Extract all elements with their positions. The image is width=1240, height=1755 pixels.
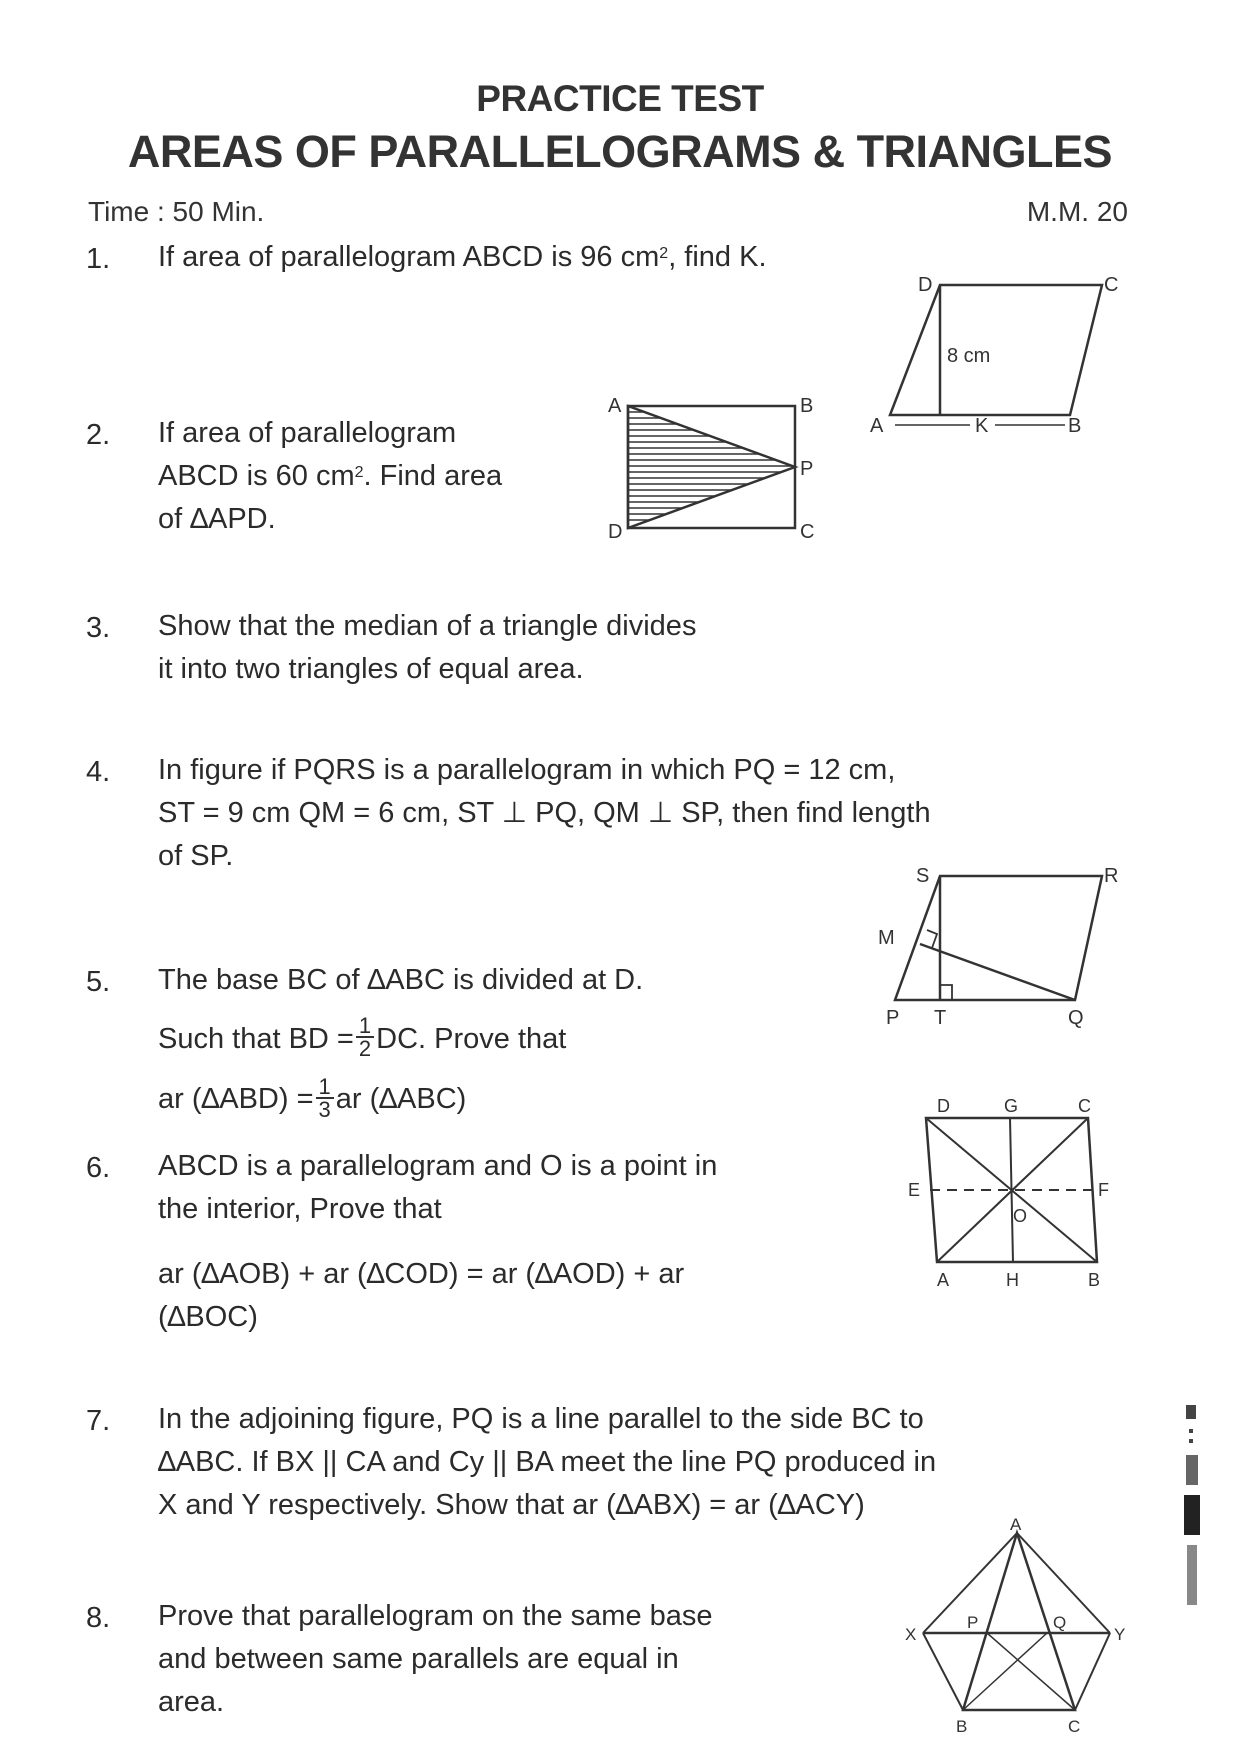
q6-line-3: ar (∆AOB) + ar (∆COD) = ar (∆AOD) + ar [158,1258,685,1290]
q2-superscript: 2 [354,464,364,481]
q2-label-c: C [800,521,815,543]
q7-label-x: X [905,1625,917,1644]
q7-label-p: P [967,1613,979,1632]
q1-superscript: 2 [659,245,669,262]
q4-label-q: Q [1068,1007,1084,1029]
q2-label-b: B [800,395,814,417]
q7-label-q: Q [1053,1613,1067,1632]
q6-line-1: ABCD is a parallelogram and O is a point in [158,1150,718,1182]
q3-line-2: it into two triangles of equal area. [158,653,584,685]
q5-frac1-denominator: 2 [358,1036,372,1062]
q4-label-p: P [886,1007,900,1029]
q5-frac2-numerator: 1 [316,1076,334,1099]
q7-label-c: C [1068,1717,1081,1736]
q6-label-h: H [1006,1270,1019,1290]
q2-line-2-b: . Find area [363,460,503,492]
q1-label-b: B [1068,415,1082,437]
question-8-text [158,1595,713,1724]
q7-label-b: B [956,1717,968,1736]
q6-line-2: the interior, Prove that [158,1193,442,1225]
question-3-number: 3. [86,612,111,644]
q5-line-2-a: Such that BD = [158,1023,354,1055]
q4-label-s: S [916,865,930,887]
q7-line-3: X and Y respectively. Show that ar (∆ABX) = ar (∆ACY) [158,1489,865,1521]
q1-text-b: , find K. [668,241,767,273]
q1-label-a: A [870,415,884,437]
q6-line-4: (∆BOC) [158,1301,258,1333]
q6-label-c: C [1078,1096,1091,1116]
q4-line-1: In figure if PQRS is a parallelogram in which PQ = 12 cm, [158,754,896,786]
q5-line-3-a: ar (∆ABD) = [158,1083,314,1116]
q5-frac1-numerator: 1 [356,1015,374,1038]
max-marks: M.M. 20 [1026,196,1128,227]
publisher-imprint-mark [1180,1395,1204,1645]
q4-label-r: R [1104,865,1119,887]
q1-height-label: 8 cm [947,345,991,367]
question-6-number: 6. [86,1152,111,1184]
q5-frac2-denominator: 3 [318,1096,331,1122]
q1-text-a: If area of parallelogram ABCD is 96 cm [158,241,660,273]
q5-line-2-b: DC. Prove that [376,1023,567,1055]
q1-label-d: D [918,274,933,296]
q2-label-a: A [608,395,622,417]
q7-label-y: Y [1114,1625,1126,1644]
q2-label-d: D [608,521,623,543]
q6-label-o: O [1013,1206,1028,1226]
practice-test-label: PRACTICE TEST [476,78,764,119]
question-2-number: 2. [86,419,111,451]
question-5-number: 5. [86,966,111,998]
q6-label-e: E [908,1180,921,1200]
q1-label-c: C [1104,274,1119,296]
q8-line-1: Prove that parallelogram on the same base [158,1600,713,1632]
q4-label-m: M [878,927,895,949]
q2-line-1: If area of parallelogram [158,417,457,449]
q5-line-3-b: ar (∆ABC) [335,1083,467,1116]
q8-line-3: area. [158,1686,225,1718]
question-4-number: 4. [86,756,111,788]
q5-line-1: The base BC of ∆ABC is divided at D. [158,964,644,996]
question-8-number: 8. [86,1602,111,1634]
q4-line-3: of SP. [158,840,234,872]
q1-base-k-label: K [975,415,989,437]
q6-label-f: F [1098,1180,1109,1200]
q6-label-d: D [937,1096,950,1116]
q2-line-3: of ∆APD. [158,503,276,535]
q6-label-b: B [1088,1270,1101,1290]
q7-line-2: ∆ABC. If BX || CA and Cy || BA meet the line PQ produced in [158,1446,937,1478]
q2-label-p: P [800,458,814,480]
q7-label-a: A [1010,1515,1022,1534]
q6-label-a: A [937,1270,950,1290]
question-1-number: 1. [86,243,111,275]
question-7-number: 7. [86,1405,111,1437]
time-limit: Time : 50 Min. [88,196,265,227]
q2-line-2-a: ABCD is 60 cm [158,460,355,492]
q7-line-1: In the adjoining figure, PQ is a line parallel to the side BC to [158,1403,924,1435]
q4-line-2: ST = 9 cm QM = 6 cm, ST ⊥ PQ, QM ⊥ SP, then find length [158,797,931,829]
q4-label-t: T [934,1007,947,1029]
q3-line-1: Show that the median of a triangle divides [158,610,697,642]
q6-label-g: G [1004,1096,1019,1116]
q8-line-2: and between same parallels are equal in [158,1643,679,1675]
page-title: AREAS OF PARALLELOGRAMS & TRIANGLES [127,126,1113,177]
